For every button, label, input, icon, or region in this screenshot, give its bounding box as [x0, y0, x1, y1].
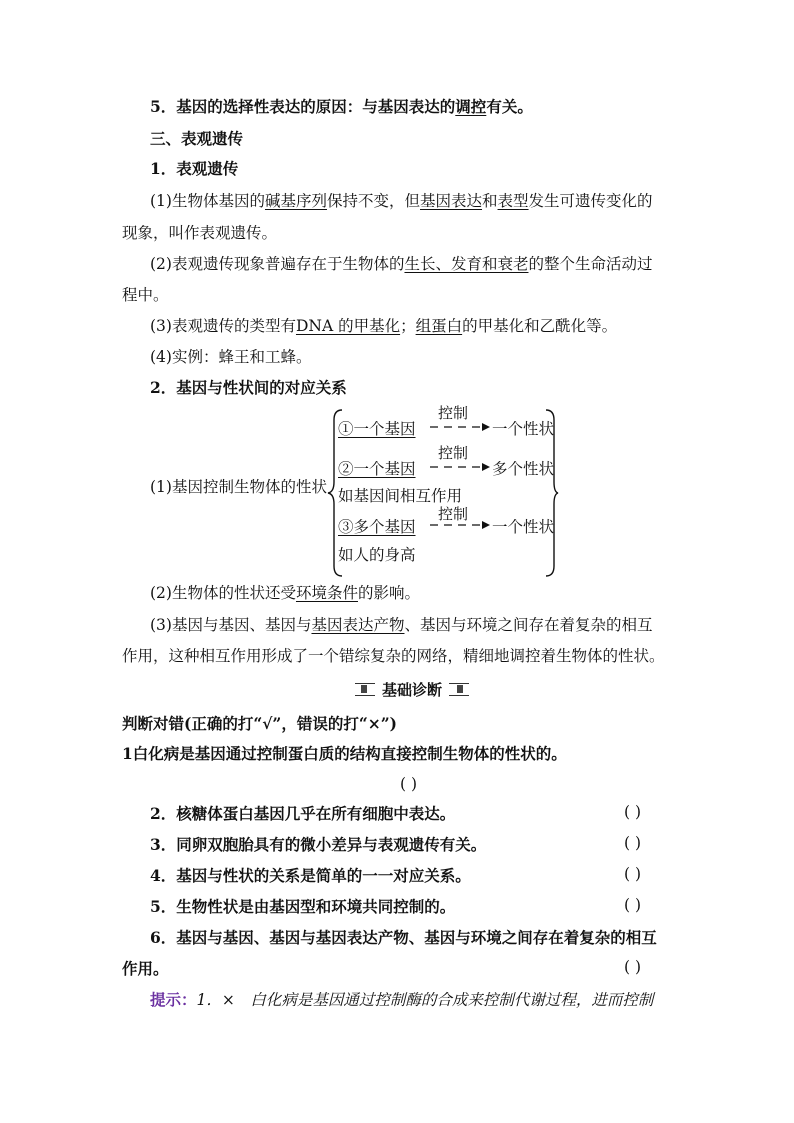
row3-arrow-icon	[430, 518, 492, 532]
item-6-paren: ( )	[624, 958, 642, 976]
para-1a: (1)生物体基因的碱基序列保持不变，但基因表达和表型发生可遗传变化的	[150, 192, 653, 210]
hint-text: 1．× 白化病是基因通过控制酶的合成来控制代谢过程，进而控制	[196, 991, 654, 1009]
item-3-paren: ( )	[624, 834, 642, 852]
item-6a: 6．基因与基因、基因与基因表达产物、基因与环境之间存在着复杂的相互	[150, 928, 657, 947]
item-2: 2．核糖体蛋白基因几乎在所有细胞中表达。	[150, 804, 456, 823]
para-q3b: 作用，这种相互作用形成了一个错综复杂的网络，精细地调控着生物体的性状。	[122, 647, 665, 665]
diagram-left-label: (1)基因控制生物体的性状	[150, 478, 327, 496]
hint	[150, 989, 653, 1011]
para-2a: (2)表观遗传现象普遍存在于生物体的生长、发育和衰老的整个生命活动过	[150, 255, 653, 273]
row3-note: 如人的身高	[338, 546, 416, 564]
item-1-paren: ( )	[400, 775, 418, 793]
row3-left: ③多个基因	[338, 518, 416, 536]
judge-instruction: 判断对错(正确的打“√”，错误的打“×”)	[122, 714, 398, 733]
para-1b: 现象，叫作表观遗传。	[122, 224, 278, 242]
item-6b: 作用。	[122, 959, 169, 978]
item-3: 3．同卵双胞胎具有的微小差异与表观遗传有关。	[150, 835, 487, 854]
item-1: 1白化病是基因通过控制蛋白质的结构直接控制生物体的性状的。	[122, 744, 567, 763]
row2-note: 如基因间相互作用	[338, 487, 463, 505]
hint-label: 提示：	[150, 990, 197, 1009]
section-title-bar	[355, 677, 469, 701]
row1-left: ①一个基因	[338, 420, 416, 438]
row2-right: 多个性状	[492, 460, 555, 478]
section-title: 基础诊断	[375, 679, 449, 700]
para-q2: (2)生物体的性状还受环境条件的影响。	[150, 584, 420, 602]
para-q3a: (3)基因与基因、基因与基因表达产物、基因与环境之间存在着复杂的相互	[150, 616, 653, 634]
row3-arrow-label: 控制	[438, 505, 469, 523]
row3-right: 一个性状	[492, 518, 555, 536]
row2-arrow-label: 控制	[438, 444, 469, 462]
row1-right: 一个性状	[492, 420, 555, 438]
sub-2: 2．基因与性状间的对应关系	[150, 378, 347, 397]
row2-arrow-icon	[430, 460, 492, 474]
para-4: (4)实例：蜂王和工蜂。	[150, 348, 312, 366]
section-3: 三、表观遗传	[150, 129, 244, 148]
item-4-paren: ( )	[624, 865, 642, 883]
sub-1: 1．表观遗传	[150, 159, 239, 178]
para-2b: 程中。	[122, 286, 169, 304]
item-5-paren: ( )	[624, 896, 642, 914]
row2-left: ②一个基因	[338, 460, 416, 478]
line-5: 5．基因的选择性表达的原因：与基因表达的调控有关。	[150, 97, 533, 116]
item-2-paren: ( )	[624, 803, 642, 821]
row1-arrow-label: 控制	[438, 404, 469, 422]
row1-arrow-icon	[430, 420, 492, 434]
item-5: 5．生物性状是由基因型和环境共同控制的。	[150, 897, 456, 916]
para-3: (3)表观遗传的类型有DNA 的甲基化；组蛋白的甲基化和乙酰化等。	[150, 317, 618, 335]
item-4: 4．基因与性状的关系是简单的一一对应关系。	[150, 866, 471, 885]
